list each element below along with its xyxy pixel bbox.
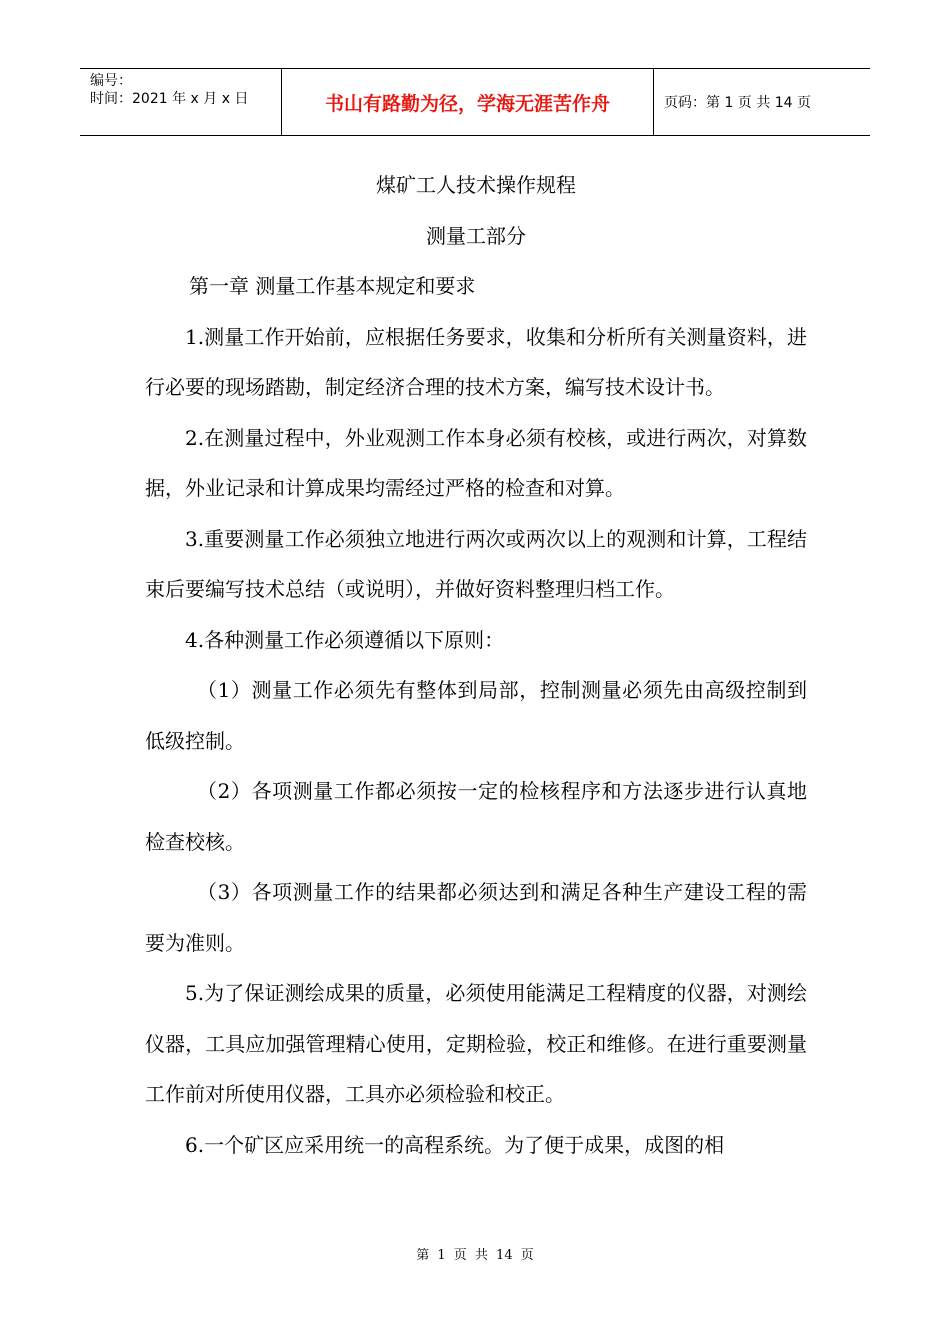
- list-item: （2）各项测量工作都必须按一定的检核程序和方法逐步进行认真地检查校核。: [145, 779, 807, 854]
- paragraph: 6.一个矿区应采用统一的高程系统。为了便于成果，成图的相: [185, 1132, 725, 1157]
- paragraph: 4.各种测量工作必须遵循以下原则：: [185, 627, 505, 652]
- list-item: （3）各项测量工作的结果都必须达到和满足各种生产建设工程的需要为准则。: [145, 880, 807, 955]
- number-label: 编号：: [90, 73, 132, 89]
- paragraph: 1.测量工作开始前，应根据任务要求，收集和分析所有关测量资料，进行必要的现场踏勘，制定经济合理的技术方案，编写技术设计书。: [145, 324, 807, 399]
- header-page-info: 页码：第 1 页 共 14 页: [664, 95, 811, 111]
- paragraph: 2.在测量过程中，外业观测工作本身必须有校核，或进行两次，对算数据，外业记录和计算成果均需经过严格的检查和对算。: [145, 425, 807, 500]
- page-header: [80, 68, 870, 136]
- chapter-heading: 第一章 测量工作基本规定和要求: [189, 274, 476, 298]
- header-meta: [80, 69, 282, 135]
- page-footer: 第 1 页 共 14 页: [416, 1248, 534, 1263]
- time-label: 时间：2021 年 x 月 x 日: [90, 91, 249, 107]
- document-title: 煤矿工人技术操作规程: [376, 173, 576, 197]
- paragraph: 3.重要测量工作必须独立地进行两次或两次以上的观测和计算，工程结束后要编写技术总结（或说明），并做好资料整理归档工作。: [145, 526, 807, 601]
- document-subtitle: 测量工部分: [426, 223, 526, 248]
- header-motto: 书山有路勤为径，学海无涯苦作舟: [282, 69, 654, 135]
- paragraph: 5.为了保证测绘成果的质量，必须使用能满足工程精度的仪器，对测绘仪器，工具应加强管理精心使用，定期检验，校正和维修。在进行重要测量工作前对所使用仪器，工具亦必须检验和校正。: [145, 981, 807, 1106]
- document-body: [145, 160, 807, 1170]
- list-item: （1）测量工作必须先有整体到局部，控制测量必须先由高级控制到低级控制。: [145, 678, 807, 753]
